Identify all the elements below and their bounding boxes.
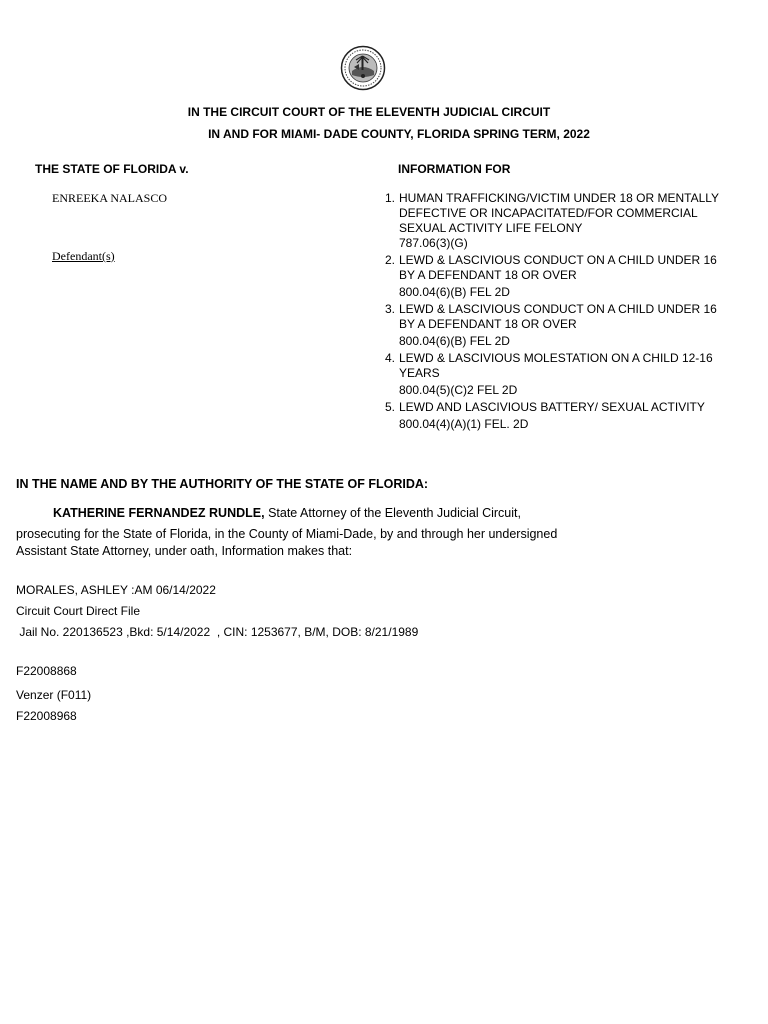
charges-list [385, 191, 730, 434]
information-label: INFORMATION FOR [398, 162, 511, 176]
case-number-2: F22008968 [16, 709, 77, 723]
charge-item [385, 253, 730, 300]
charge-item [385, 400, 730, 432]
body-line-1 [53, 506, 521, 520]
attorney-name: KATHERINE FERNANDEZ RUNDLE, [53, 506, 265, 520]
charge-item [385, 191, 730, 251]
charge-statute: 800.04(6)(B) FEL 2D [399, 285, 510, 299]
charge-item [385, 302, 730, 349]
charge-statute: 787.06(3)(G) [399, 236, 468, 250]
charge-description: LEWD & LASCIVIOUS CONDUCT ON A CHILD UNDER 16 BY A DEFENDANT 18 OR OVER [399, 253, 717, 282]
charge-number: 1. [385, 191, 396, 205]
case-number-1: F22008868 [16, 664, 77, 678]
defendant-label: Defendant(s) [52, 249, 115, 263]
body-line-2: prosecuting for the State of Florida, in the County of Miami-Dade, by and through her undersigned [16, 527, 558, 541]
court-type: Circuit Court Direct File [16, 604, 141, 618]
charge-item [385, 351, 730, 398]
charge-number: 3. [385, 302, 396, 316]
officer: Venzer (F011) [16, 688, 92, 702]
charge-statute: 800.04(6)(B) FEL 2D [399, 334, 510, 348]
charge-description: LEWD & LASCIVIOUS CONDUCT ON A CHILD UNDER 16 BY A DEFENDANT 18 OR OVER [399, 302, 717, 331]
charge-number: 5. [385, 400, 396, 414]
authority-heading: IN THE NAME AND BY THE AUTHORITY OF THE STATE OF FLORIDA: [16, 477, 429, 491]
jail-line: Jail No. 220136523 ,Bkd: 5/14/2022 , CIN: 1253677, B/M, DOB: 8/21/1989 [16, 625, 419, 639]
court-header-line-2: IN AND FOR MIAMI- DADE COUNTY, FLORIDA SPRING TERM, 2022 [208, 127, 590, 141]
charge-description: LEWD AND LASCIVIOUS BATTERY/ SEXUAL ACTIVITY [399, 400, 705, 414]
defendant-name: ENREEKA NALASCO [52, 191, 168, 205]
charge-statute: 800.04(5)(C)2 FEL 2D [399, 383, 518, 397]
prosecutor-line: MORALES, ASHLEY :AM 06/14/2022 [16, 583, 216, 597]
charge-number: 2. [385, 253, 396, 267]
charge-description: LEWD & LASCIVIOUS MOLESTATION ON A CHILD 12-16 YEARS [399, 351, 713, 380]
charge-statute: 800.04(4)(A)(1) FEL. 2D [399, 417, 529, 431]
charge-description: HUMAN TRAFFICKING/VICTIM UNDER 18 OR MENTALLY DEFECTIVE OR INCAPACITATED/FOR COMMERCIAL SEXUAL ACTIVITY LIFE FELONY [399, 191, 719, 235]
charge-number: 4. [385, 351, 396, 365]
body-line-1-rest: State Attorney of the Eleventh Judicial Circuit, [268, 506, 521, 520]
florida-seal-icon [340, 45, 386, 91]
state-label: THE STATE OF FLORIDA v. [35, 162, 189, 176]
court-header-line-1: IN THE CIRCUIT COURT OF THE ELEVENTH JUDICIAL CIRCUIT [187, 105, 551, 119]
body-line-3: Assistant State Attorney, under oath, Information makes that: [16, 544, 353, 558]
